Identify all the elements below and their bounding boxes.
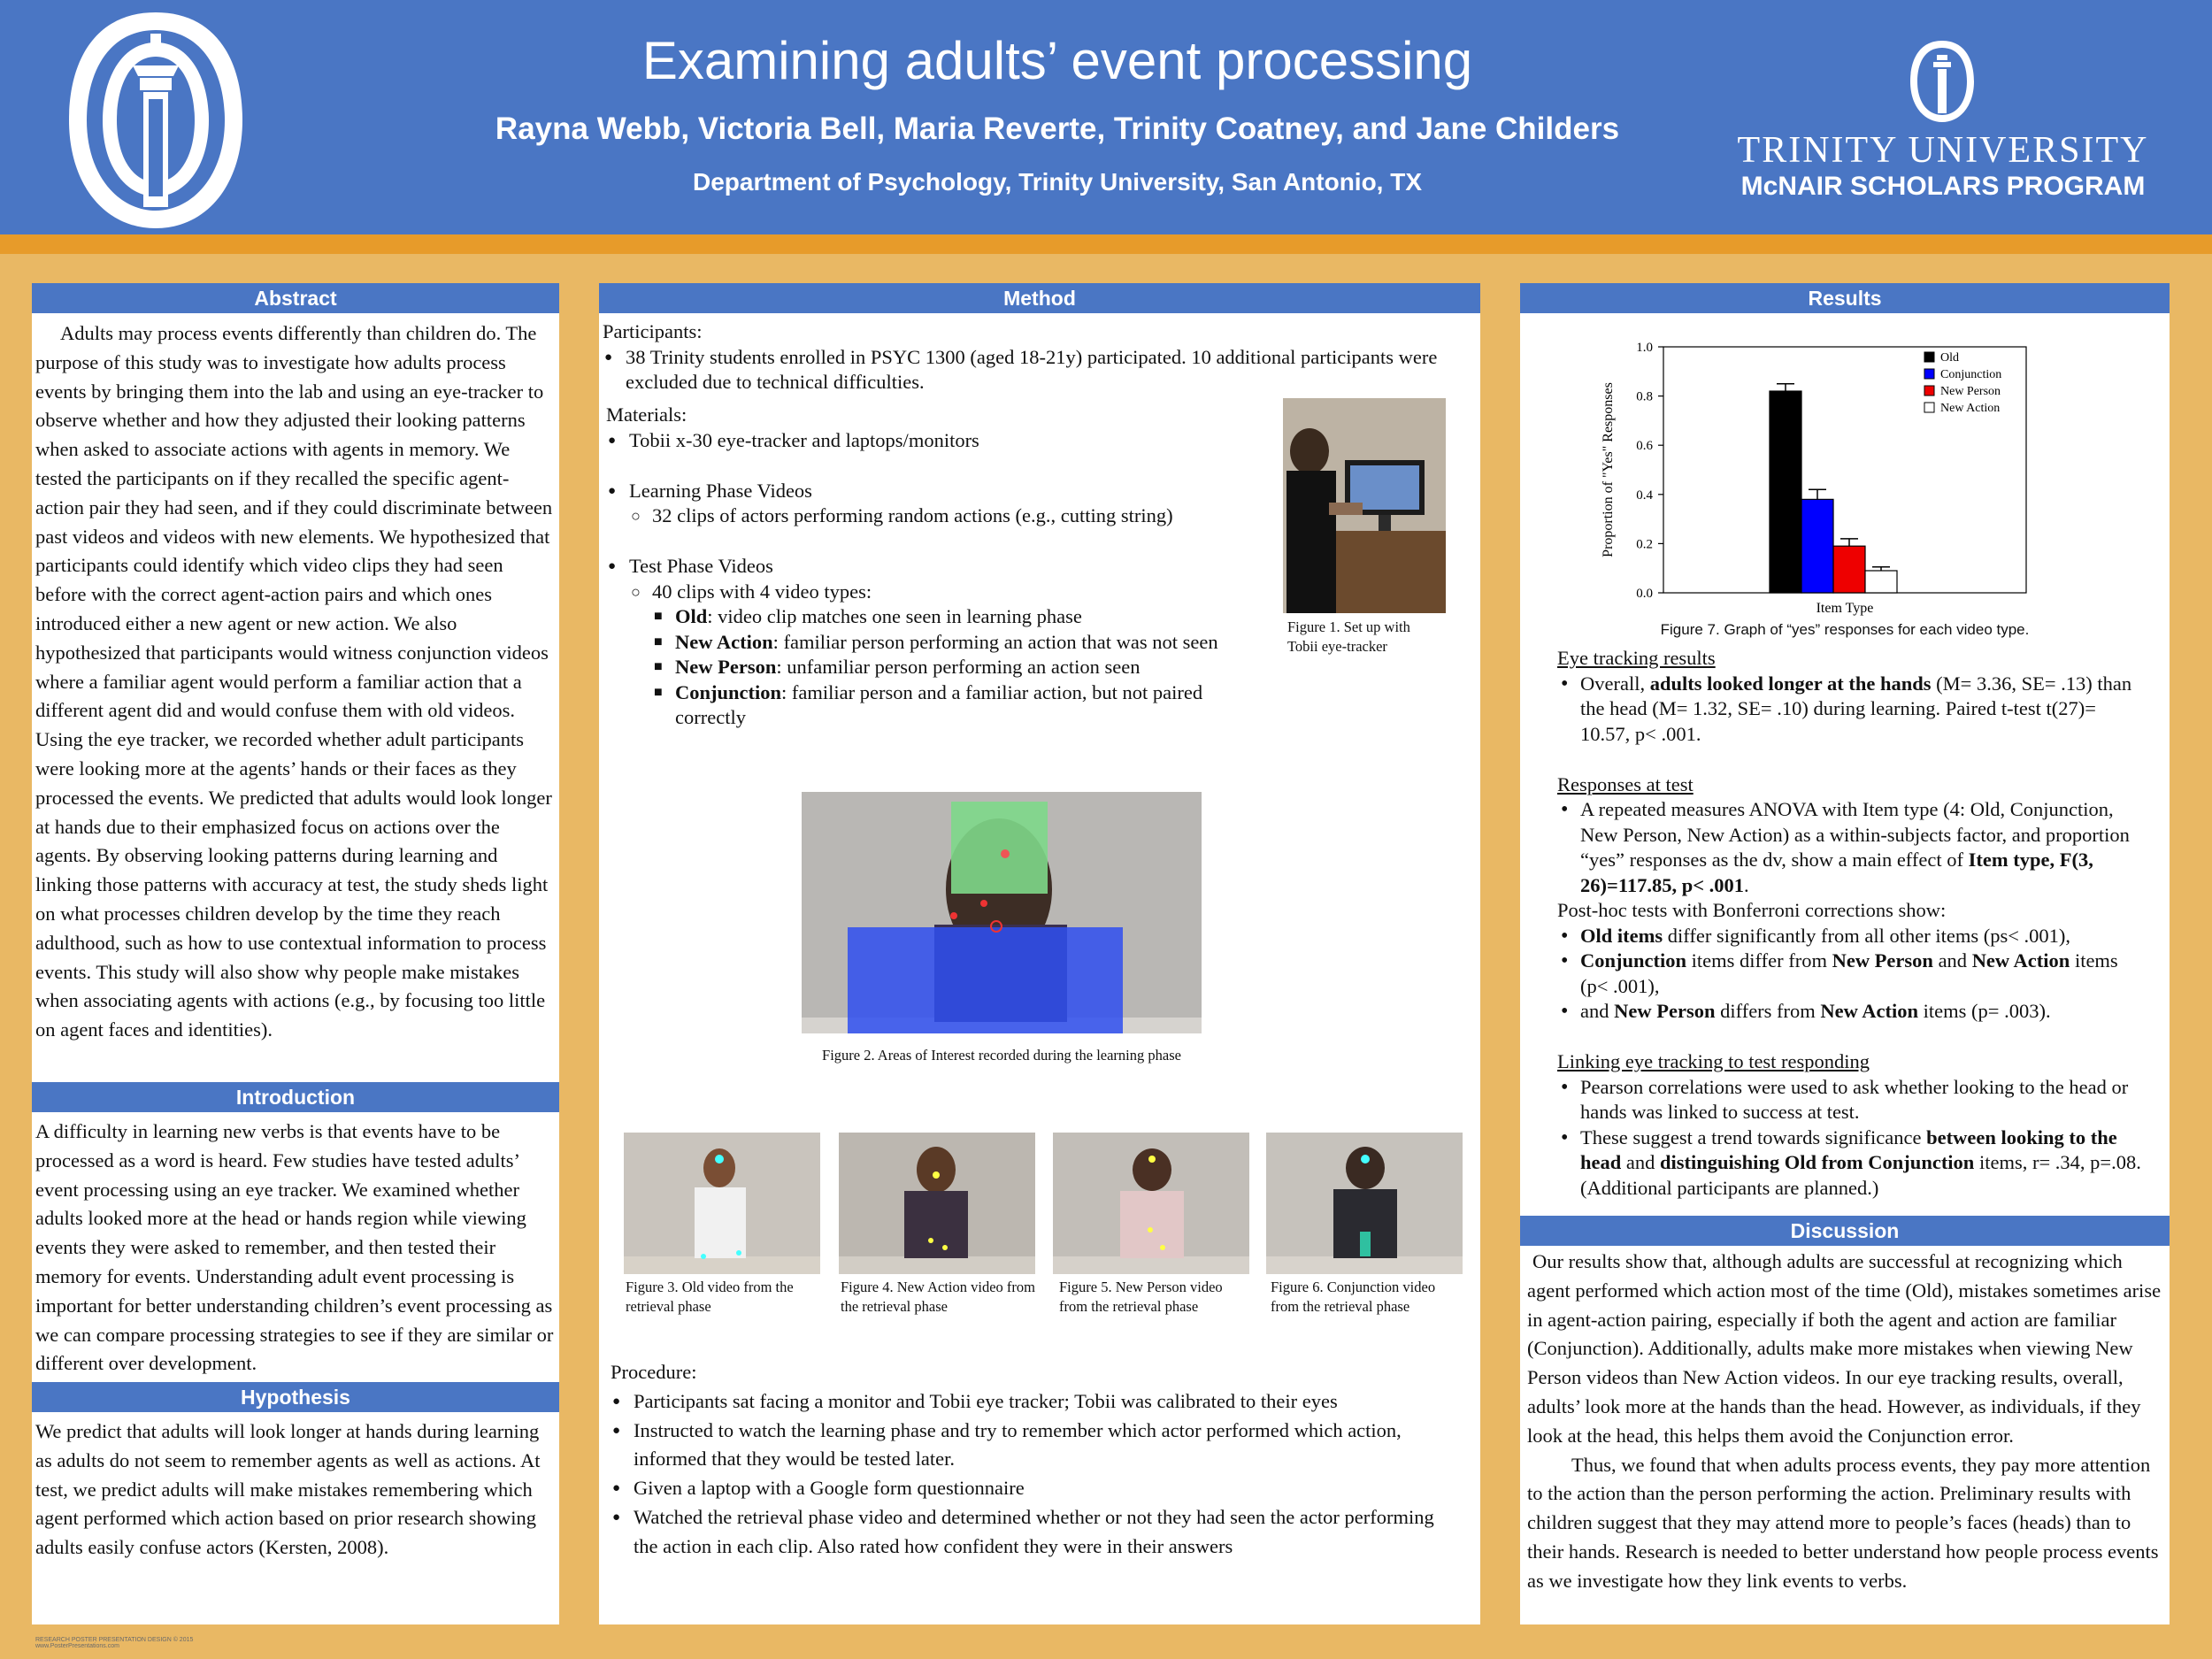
- learning-subitem: ○ 32 clips of actors performing random actions (e.g., cutting string): [629, 503, 1261, 529]
- participants-block: [603, 319, 1452, 396]
- text-run: .: [1744, 873, 1749, 896]
- figure5-caption: Figure 5. New Person video from the retrieval phase: [1059, 1279, 1223, 1315]
- eye-tracking-heading-line: [1557, 646, 2141, 672]
- hypothesis-heading: Hypothesis: [32, 1382, 559, 1412]
- responses-list: [1557, 797, 2141, 898]
- text-run-bold: New Action: [1971, 949, 2070, 972]
- text-run: and: [1580, 1000, 1615, 1022]
- materials-item-test: [606, 554, 1261, 731]
- text-run: These suggest a trend towards significance: [1580, 1125, 1927, 1148]
- figure3-old-video-photo: [624, 1133, 820, 1274]
- figure1-setup-photo: [1283, 398, 1446, 613]
- linking-heading-line: [1557, 1049, 2141, 1075]
- figure2-caption: Figure 2. Areas of Interest recorded during the learning phase: [822, 1047, 1181, 1064]
- text-run: differs from: [1715, 1000, 1821, 1022]
- discussion-paragraph-2: Thus, we found that when adults process events, they pay more attention to the action than the person performing the action. Preliminary results with children suggest that they may attend more to people’s faces (heads) than to their hands. Research is needed to better understand how people process events as we investigate how they link events to verbs.: [1527, 1453, 2159, 1592]
- abstract-paragraph: Adults may process events differently than children do. The purpose of this study was to investigate how adults process events by bringing them into the lab and using an eye-tracker to observe whether and how they adjusted their looking patterns when asked to associate actions with agents in memory. We tested the participants on if they recalled the specific agent-action pair they had seen, and if they could discriminate between past videos and videos with new elements. We hypothesized that participants could identify which video clips they had seen before with the correct agent-action pairs and which ones introduced either a new agent or new action. We also hypothesized that participants would witness conjunction videos where a familiar agent would perform a familiar action that a different agent did and would confuse them with old videos. Using the eye tracker, we recorded whether adult participants were looking more at the agents’ hands or their faces as they processed the events. We predicted that adults would look longer at hands due to their emphasized focus on actions over the agents. By observing looking patterns during learning and linking those patterns with accuracy at test, the study sheds light on what processes children develop by the time they reach adulthood, such as how to use contextual information to process events. This study will also show why people make mistakes when associating agents with actions (e.g., by focusing too little on agent faces and identities).: [35, 322, 553, 1041]
- materials-list: [606, 428, 1261, 731]
- video-type-name: New Action: [675, 630, 773, 653]
- test-videos-label: Test Phase Videos: [629, 555, 773, 577]
- discussion-text: [1527, 1248, 2164, 1596]
- materials-item-learning: [606, 479, 1261, 529]
- test-sublist: [629, 580, 1261, 731]
- text-run: items (p< .001),: [1580, 949, 2118, 997]
- video-type-new-action: [652, 630, 1261, 656]
- discussion-heading: Discussion: [1520, 1216, 2170, 1246]
- figure4-caption: Figure 4. New Action video from the retrieval phase: [841, 1279, 1035, 1315]
- footer-line-2: www.PosterPresentations.com: [35, 1643, 119, 1649]
- figure7-caption: Figure 7. Graph of “yes” responses for each video type.: [1660, 621, 2030, 638]
- text-run-bold: New Person: [1832, 949, 1933, 972]
- participants-item: ● 38 Trinity students enrolled in PSYC 1300 (aged 18-21y) participated. 10 additional participants were excluded due to technical difficulties.: [603, 345, 1452, 396]
- text-run-bold: distinguishing Old from Conjunction: [1660, 1151, 1975, 1173]
- legend-label: New Action: [1940, 402, 2001, 415]
- video-type-name: New Person: [675, 656, 777, 678]
- poster-authors: Rayna Webb, Victoria Bell, Maria Reverte, Trinity Coatney, and Jane Childers: [495, 111, 1620, 146]
- text-run-bold: New Person: [1614, 1000, 1716, 1022]
- yes-responses-bar-chart: [1593, 334, 2053, 618]
- introduction-text: [35, 1118, 556, 1379]
- video-type-name: Conjunction: [675, 680, 782, 703]
- figure5-new-person-video-photo: [1053, 1133, 1249, 1274]
- posthoc-list: [1557, 924, 2141, 1025]
- materials-item-eyetracker: ● Tobii x-30 eye-tracker and laptops/monitors: [606, 428, 1261, 454]
- video-type-new-person: [652, 655, 1261, 680]
- linking-list: [1557, 1075, 2141, 1202]
- procedure-item: ● Given a laptop with a Google form questionnaire: [611, 1474, 1460, 1503]
- bar-old: [1770, 391, 1801, 593]
- results-heading: Results: [1520, 283, 2170, 313]
- y-tick-label: 0.8: [1636, 389, 1653, 404]
- video-type-old: [652, 604, 1261, 630]
- y-tick-label: 0.2: [1636, 537, 1653, 552]
- legend-swatch: [1924, 369, 1934, 379]
- test-subitem-text: 40 clips with 4 video types:: [652, 580, 872, 603]
- bar-conjunction: [1801, 499, 1833, 593]
- text-run: items (p= .003).: [1918, 1000, 2051, 1022]
- text-run: A repeated measures ANOVA with Item type (4: Old, Conjunction, New Person, New Action) as a within-subjects factor, and proportion “yes” responses as the dv, show a main effect of: [1580, 798, 2130, 871]
- text-run-bold: Old items: [1580, 924, 1663, 947]
- legend-label: Conjunction: [1940, 368, 2002, 381]
- x-axis-label: Item Type: [1816, 601, 1874, 616]
- procedure-block: [611, 1358, 1460, 1562]
- procedure-item: ● Instructed to watch the learning phase and try to remember which actor performed which action, informed that they would be tested later.: [611, 1417, 1460, 1475]
- video-type-desc: : familiar person and a familiar action, but not paired correctly: [675, 680, 1203, 728]
- procedure-label: Procedure:: [611, 1361, 697, 1383]
- learning-sublist: [629, 503, 1261, 529]
- test-subitem: [629, 580, 1261, 731]
- footer-credit: [35, 1637, 193, 1649]
- materials-block: [606, 403, 1261, 731]
- figure1-caption: Figure 1. Set up with Tobii eye-tracker: [1287, 618, 1410, 655]
- text-run-bold: between looking to the head: [1580, 1125, 2117, 1173]
- video-type-conjunction: [652, 680, 1261, 731]
- y-tick-label: 0.6: [1636, 439, 1653, 454]
- text-run-bold: adults looked longer at the hands: [1649, 672, 1932, 695]
- legend-label: New Person: [1940, 385, 2001, 398]
- responses-heading: Responses at test: [1557, 772, 1694, 795]
- text-run: and: [1932, 949, 1972, 972]
- linking-item: [1557, 1125, 2141, 1202]
- poster-department: Department of Psychology, Trinity University, San Antonio, TX: [692, 168, 1423, 196]
- y-tick-label: 1.0: [1636, 341, 1653, 355]
- participants-label: Participants:: [603, 320, 703, 342]
- video-type-desc: : familiar person performing an action that was not seen: [772, 630, 1218, 653]
- procedure-item: ● Participants sat facing a monitor and Tobii eye tracker; Tobii was calibrated to their eyes: [611, 1387, 1460, 1417]
- eye-tracking-list: [1557, 672, 2141, 748]
- y-tick-label: 0.0: [1636, 587, 1653, 601]
- text-run: differ significantly from all other items (ps< .001),: [1663, 924, 2071, 947]
- video-type-name: Old: [675, 605, 708, 627]
- hypothesis-text: [35, 1417, 556, 1563]
- text-run-bold: Item type, F(3, 26)=117.85, p< .001: [1580, 849, 2093, 896]
- program-name: McNAIR SCHOLARS PROGRAM: [1740, 172, 2146, 201]
- video-type-desc: : video clip matches one seen in learning phase: [707, 605, 1082, 627]
- video-type-desc: : unfamiliar person performing an action seen: [776, 656, 1141, 678]
- poster-title: Examining adults’ event processing: [641, 31, 1473, 90]
- text-run: Overall,: [1580, 672, 1650, 695]
- discussion-paragraph-1: Our results show that, although adults are successful at recognizing which agent performed which action most of the time (Old), mistakes sometimes arise in agent-action pairing, especially if both the agent and action are familiar (Conjunction). Additionally, adults make more mistakes when viewing New Person videos than New Action videos. In our eye tracking results, overall, adults’ look more at the hands than the head. However, as individuals, if they look at the head, this helps them avoid the Conjunction error.: [1527, 1250, 2162, 1447]
- bar-new-person: [1833, 546, 1865, 593]
- footer-line-1: RESEARCH POSTER PRESENTATION DESIGN © 2015: [35, 1637, 194, 1643]
- eye-tracking-item: [1557, 672, 2141, 748]
- results-text: [1557, 646, 2141, 1201]
- responses-item: [1557, 797, 2141, 898]
- posthoc-item: [1557, 999, 2141, 1025]
- introduction-heading: Introduction: [32, 1082, 559, 1112]
- trinity-tower-small-logo-icon: [1907, 39, 1978, 124]
- procedure-item: ● Watched the retrieval phase video and determined whether or not they had seen the actor performing the action in each clip. Also rated how confident they were in their answers: [611, 1503, 1460, 1562]
- introduction-paragraph: A difficulty in learning new verbs is that events have to be processed as a word is heard. Few studies have tested adults’ event processing using an eye tracker. We examined whether adults looked more at the head or hands region while viewing events they were asked to remember, and then tested their memory for events. Understanding adult event processing is important for better understanding children’s event processing as we can compare processing strategies to see if they are similar or different over development.: [35, 1120, 554, 1375]
- learning-videos-label: Learning Phase Videos: [629, 479, 812, 502]
- y-axis-label: Proportion of "Yes" Responses: [1601, 382, 1616, 557]
- text-run: items differ from: [1686, 949, 1832, 972]
- posthoc-item: [1557, 949, 2141, 999]
- legend-swatch: [1924, 386, 1934, 396]
- eye-tracking-heading: Eye tracking results: [1557, 647, 1716, 669]
- figure4-new-action-video-photo: [839, 1133, 1035, 1274]
- hypothesis-paragraph: We predict that adults will look longer at hands during learning as adults do not seem to remember agents as well as actions. At test, we predict adults will make mistakes remembering which agent performed which action based on prior research showing adults easily confuse actors (Kersten, 2008).: [35, 1420, 541, 1559]
- posthoc-intro: Post-hoc tests with Bonferroni corrections show:: [1557, 899, 1947, 921]
- text-run-bold: Conjunction: [1580, 949, 1687, 972]
- text-run: (M= 3.36, SE= .13) than the head (M= 1.32, SE= .10) during learning. Paired t-test t(27)= 10.57, p< .001.: [1580, 672, 2132, 745]
- posthoc-item: [1557, 924, 2141, 949]
- responses-heading-line: [1557, 772, 2141, 798]
- video-types-list: [652, 604, 1261, 731]
- participants-list: [603, 345, 1452, 396]
- text-run-bold: New Action: [1820, 1000, 1919, 1022]
- abstract-heading: Abstract: [32, 283, 559, 313]
- procedure-list: [611, 1387, 1460, 1562]
- y-tick-label: 0.4: [1636, 488, 1653, 503]
- text-run: and: [1621, 1151, 1661, 1173]
- header-divider-band: [0, 234, 2212, 254]
- linking-heading: Linking eye tracking to test responding: [1557, 1050, 1870, 1072]
- figure2-aoi-photo: [802, 792, 1202, 1033]
- linking-item: • Pearson correlations were used to ask whether looking to the head or hands was linked to success at test.: [1557, 1075, 2141, 1125]
- materials-label: Materials:: [606, 403, 687, 426]
- university-name: TRINITY UNIVERSITY: [1737, 130, 2149, 171]
- method-heading: Method: [599, 283, 1480, 313]
- bar-new-action: [1865, 571, 1897, 593]
- abstract-text: [35, 319, 556, 1045]
- figure6-conjunction-video-photo: [1266, 1133, 1463, 1274]
- figure3-caption: Figure 3. Old video from the retrieval phase: [626, 1279, 794, 1315]
- legend-swatch: [1924, 403, 1934, 412]
- text-run: items, r= .34, p=.08. (Additional participants are planned.): [1580, 1151, 2141, 1199]
- legend-label: Old: [1940, 351, 1959, 365]
- legend-swatch: [1924, 352, 1934, 362]
- figure6-caption: Figure 6. Conjunction video from the retrieval phase: [1271, 1279, 1436, 1315]
